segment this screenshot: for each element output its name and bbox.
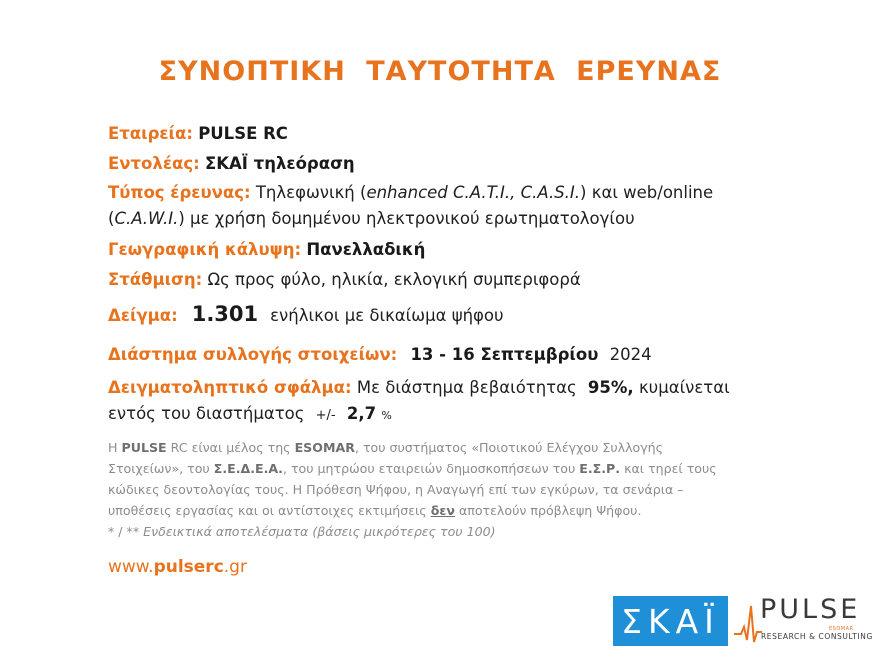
error-text2: κυμαίνεται bbox=[638, 378, 730, 397]
note-sedea: Σ.Ε.Δ.Ε.Α. bbox=[213, 461, 283, 476]
sample-text: ενήλικοι με δικαίωμα ψήφου bbox=[270, 306, 504, 325]
company-value: PULSE RC bbox=[198, 124, 288, 143]
note-text: , του μητρώου εταιρειών δημοσκοπήσεων του bbox=[282, 461, 580, 476]
survey-type-part1: Τηλεφωνική ( bbox=[255, 183, 367, 202]
error-row-2 bbox=[108, 404, 392, 423]
note-text: , του συστήματος «Ποιοτικού Ελέγχου Συλλογής bbox=[354, 440, 664, 455]
period-row bbox=[108, 345, 652, 364]
note-line-5 bbox=[108, 524, 496, 539]
survey-type-label: Τύπος έρευνας: bbox=[108, 183, 251, 202]
client-label: Εντολέας: bbox=[108, 154, 200, 173]
coverage-label: Γεωγραφική κάλυψη: bbox=[108, 240, 302, 259]
error-line2: εντός του διαστήματος bbox=[108, 404, 305, 423]
error-pct: % bbox=[381, 409, 392, 422]
weighting-row bbox=[108, 270, 581, 289]
error-label: Δειγματοληπτικό σφάλμα: bbox=[108, 378, 352, 397]
client-value: ΣΚΑΪ τηλεόραση bbox=[204, 154, 355, 173]
coverage-row bbox=[108, 240, 425, 259]
pulse-logo-word: PULSE bbox=[760, 594, 861, 625]
pulse-logo bbox=[733, 594, 873, 648]
company-label: Εταιρεία: bbox=[108, 124, 193, 143]
pulse-logo-subtitle: RESEARCH & CONSULTING bbox=[761, 632, 873, 641]
note-line-3 bbox=[108, 482, 684, 497]
weighting-label: Στάθμιση: bbox=[108, 270, 203, 289]
page-title: ΣΥΝΟΠΤΙΚΗ ΤΑΥΤΟΤΗΤΑ ΕΡΕΥΝΑΣ bbox=[158, 56, 722, 87]
period-label: Διάστημα συλλογής στοιχείων: bbox=[108, 345, 398, 364]
note-esr: Ε.Σ.Ρ. bbox=[579, 461, 621, 476]
coverage-value: Πανελλαδική bbox=[306, 240, 426, 259]
sample-row bbox=[108, 302, 504, 326]
client-row bbox=[108, 154, 355, 173]
survey-type-row bbox=[108, 183, 713, 202]
sample-number: 1.301 bbox=[191, 302, 259, 326]
note-text: RC είναι μέλος της bbox=[166, 440, 295, 455]
note-asterisks: * / ** bbox=[108, 524, 144, 539]
error-row bbox=[108, 378, 730, 397]
sample-label: Δείγμα: bbox=[108, 306, 178, 325]
note-text: κώδικες δεοντολογίας τους. Η Πρόθεση Ψήφου, η Αναγωγή επί των εγκύρων, τα σενάρια – bbox=[108, 482, 684, 497]
note-text: αποτελούν πρόβλεψη Ψήφου. bbox=[454, 503, 642, 518]
company-row bbox=[108, 124, 288, 143]
period-dates: 13 - 16 Σεπτεμβρίου bbox=[410, 345, 599, 364]
error-confidence: 95%, bbox=[587, 378, 634, 397]
note-line-1 bbox=[108, 440, 663, 455]
website-link[interactable] bbox=[108, 557, 247, 577]
website-prefix: www. bbox=[108, 557, 154, 577]
note-esomar: ESOMAR bbox=[294, 440, 355, 455]
skai-logo: ΣΚΑΪ bbox=[613, 596, 728, 646]
note-line-2 bbox=[108, 461, 717, 476]
note-line-4 bbox=[108, 503, 641, 518]
note-text: υποθέσεις εργασίας και οι αντίστοιχες εκτιμήσεις bbox=[108, 503, 431, 518]
website-name: pulserc bbox=[153, 557, 224, 577]
note-den: δεν bbox=[430, 503, 455, 518]
survey-type-cawi: C.A.W.I. bbox=[114, 209, 179, 228]
survey-type-line2-rest: ) με χρήση δομημένου ηλεκτρονικού ερωτηματολογίου bbox=[178, 209, 635, 228]
website-suffix: .gr bbox=[223, 557, 247, 577]
note-pulse: PULSE bbox=[121, 440, 167, 455]
weighting-value: Ως προς φύλο, ηλικία, εκλογική συμπεριφορά bbox=[207, 270, 581, 289]
error-margin: 2,7 bbox=[346, 404, 377, 423]
error-pm: +/- bbox=[315, 408, 336, 423]
period-year: 2024 bbox=[609, 345, 652, 364]
note-text: Η bbox=[108, 440, 122, 455]
survey-type-part2: ) και web/online bbox=[580, 183, 714, 202]
survey-type-row-2 bbox=[108, 209, 635, 228]
pulse-wave-icon bbox=[733, 594, 763, 648]
note-text: Ενδεικτικά αποτελέσματα (βάσεις μικρότερες του 100) bbox=[143, 524, 496, 539]
survey-type-line2-open: ( bbox=[108, 209, 115, 228]
error-text1: Με διάστημα βεβαιότητας bbox=[356, 378, 577, 397]
survey-type-cati: enhanced C.A.T.I., C.A.S.I. bbox=[366, 183, 581, 202]
note-text: και τηρεί τους bbox=[620, 461, 717, 476]
pulse-logo-esomar: ESOMAR bbox=[829, 626, 854, 632]
note-text: Στοιχείων», του bbox=[108, 461, 214, 476]
